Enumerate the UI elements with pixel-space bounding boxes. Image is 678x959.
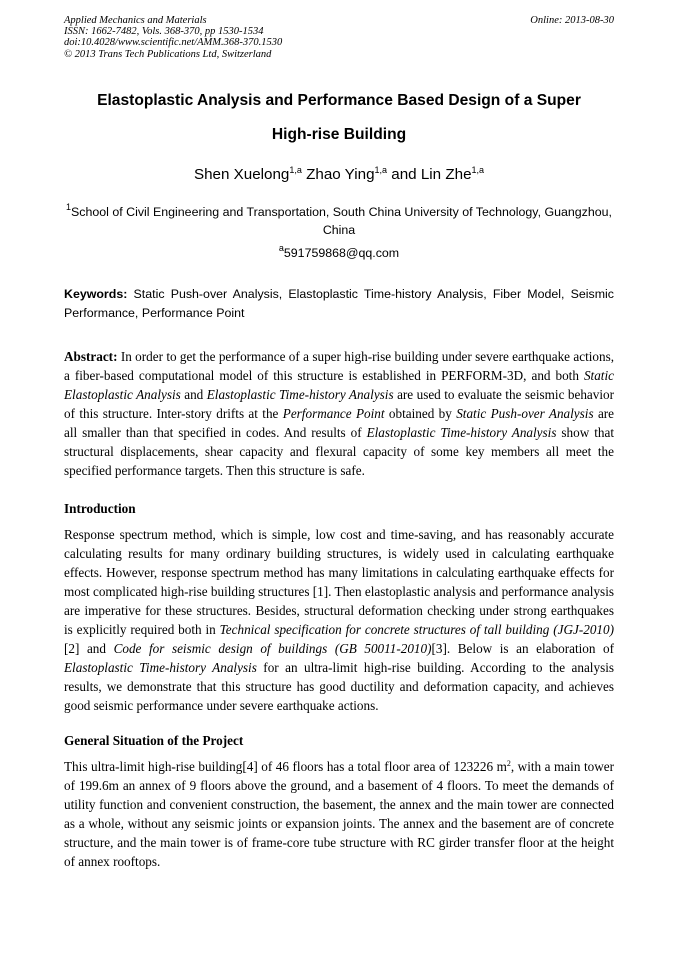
doi-line: doi:10.4028/www.scientific.net/AMM.368-370.1530	[64, 37, 283, 49]
online-date: Online: 2013-08-30	[530, 15, 614, 26]
abstract-text: obtained by	[388, 406, 452, 421]
affiliation-mark: 1	[66, 202, 72, 212]
body-text: [2] and	[64, 641, 106, 656]
abstract-text: show that structural displacements, shear capacity and flexural capacity of some key members all meet the specified performance targets. Then this structure is safe.	[64, 425, 614, 478]
section-heading-general: General Situation of the Project	[64, 733, 244, 748]
body-text: for an ultra-limit high-rise building. According to the analysis results, we demonstrate that this structure has good ductility and deformation capacity, and achieves good seismic performance under severe earthquake actions.	[64, 660, 614, 713]
keywords-text: Static Push-over Analysis, Elastoplastic Time-history Analysis, Fiber Model, Seismic Performance, Performance Point	[64, 287, 614, 320]
affiliation	[64, 203, 614, 239]
author-name: Zhao Ying	[306, 166, 375, 183]
author-affil-mark: 1,a	[471, 165, 485, 175]
unit-superscript: 2	[506, 759, 511, 768]
section-heading-introduction: Introduction	[64, 501, 136, 516]
introduction-paragraph	[64, 525, 614, 715]
abstract-text: are all smaller than that specified in codes. And results of	[64, 406, 615, 440]
author-name: Shen Xuelong	[193, 166, 290, 183]
author-affil-mark: 1,a	[374, 165, 388, 175]
body-text: , with a main tower of 199.6m an annex of 9 floors above the ground, and a basement of 4 floors. To meet the demands of utility function and convenient construction, the basement, the annex and the main tower are connected as a whole, without any seismic joints or expansion joints. The annex and the basement are of concrete structure, and the main tower is of frame-core tube structure with RC girder transfer floor at the height of annex rooftops.	[64, 759, 614, 869]
journal-name: Applied Mechanics and Materials	[64, 15, 207, 26]
paper-title-line1: Elastoplastic Analysis and Performance Based Design of a Super	[97, 92, 581, 109]
body-text: This ultra-limit high-rise building[4] of 46 floors has a total floor area of 123226 m	[64, 759, 507, 774]
author-list	[64, 166, 614, 183]
paper-title-line2: High-rise Building	[271, 126, 407, 143]
journal-header	[64, 15, 282, 60]
issn-line: ISSN: 1662-7482, Vols. 368-370, pp 1530-1534	[64, 26, 264, 38]
email-address[interactable]: 591759868@qq.com	[283, 246, 400, 260]
abstract-text: In order to get the performance of a super high-rise building under severe earthquake actions, a fiber-based computational model of this structure is established in PERFORM-3D, and both	[64, 349, 615, 383]
abstract-term: Static Elastoplastic Analysis	[64, 368, 614, 402]
abstract-term: Elastoplastic Time-history Analysis	[366, 425, 557, 440]
general-paragraph	[64, 757, 614, 871]
copyright-line: © 2013 Trans Tech Publications Ltd, Switzerland	[64, 48, 272, 60]
author-separator: and	[391, 166, 417, 183]
abstract-label: Abstract:	[64, 349, 118, 364]
body-text: [3]. Below is an elaboration of	[431, 641, 615, 656]
affiliation-text: School of Civil Engineering and Transportation, South China University of Technology, Guangzhou, China	[71, 205, 612, 237]
body-text: Response spectrum method, which is simple, low cost and time-saving, and has reasonably accurate calculating results for many ordinary building structures, is widely used in calculating earthquake effects. However, response spectrum method has many limitations in calculating earthquake effects for most complicated high-rise building structures [1]. Then elastoplastic analysis and performance analysis are imperative for these structures. Besides, structural deformation checking under strong earthquakes is explicitly required both in	[64, 527, 614, 637]
abstract-term: Static Push-over Analysis	[456, 406, 594, 421]
keywords-label: Keywords:	[64, 287, 128, 301]
abstract-text: and	[184, 387, 204, 402]
author-affil-mark: 1,a	[289, 165, 302, 175]
abstract-term: Performance Point	[282, 406, 385, 421]
keywords	[64, 285, 614, 323]
body-term: Elastoplastic Time-history Analysis	[64, 660, 257, 675]
abstract-text: are used to evaluate the seismic behavior of this structure. Inter-story drifts at the	[64, 387, 615, 421]
abstract	[64, 347, 614, 480]
citation-title: Technical specification for concrete structures of tall building (JGJ-2010)	[219, 622, 615, 637]
abstract-term: Elastoplastic Time-history Analysis	[206, 387, 394, 402]
citation-title: Code for seismic design of buildings (GB 50011-2010)	[113, 641, 432, 656]
author-email	[64, 243, 614, 260]
email-mark: a	[278, 243, 284, 253]
author-name: Lin Zhe	[420, 166, 472, 183]
